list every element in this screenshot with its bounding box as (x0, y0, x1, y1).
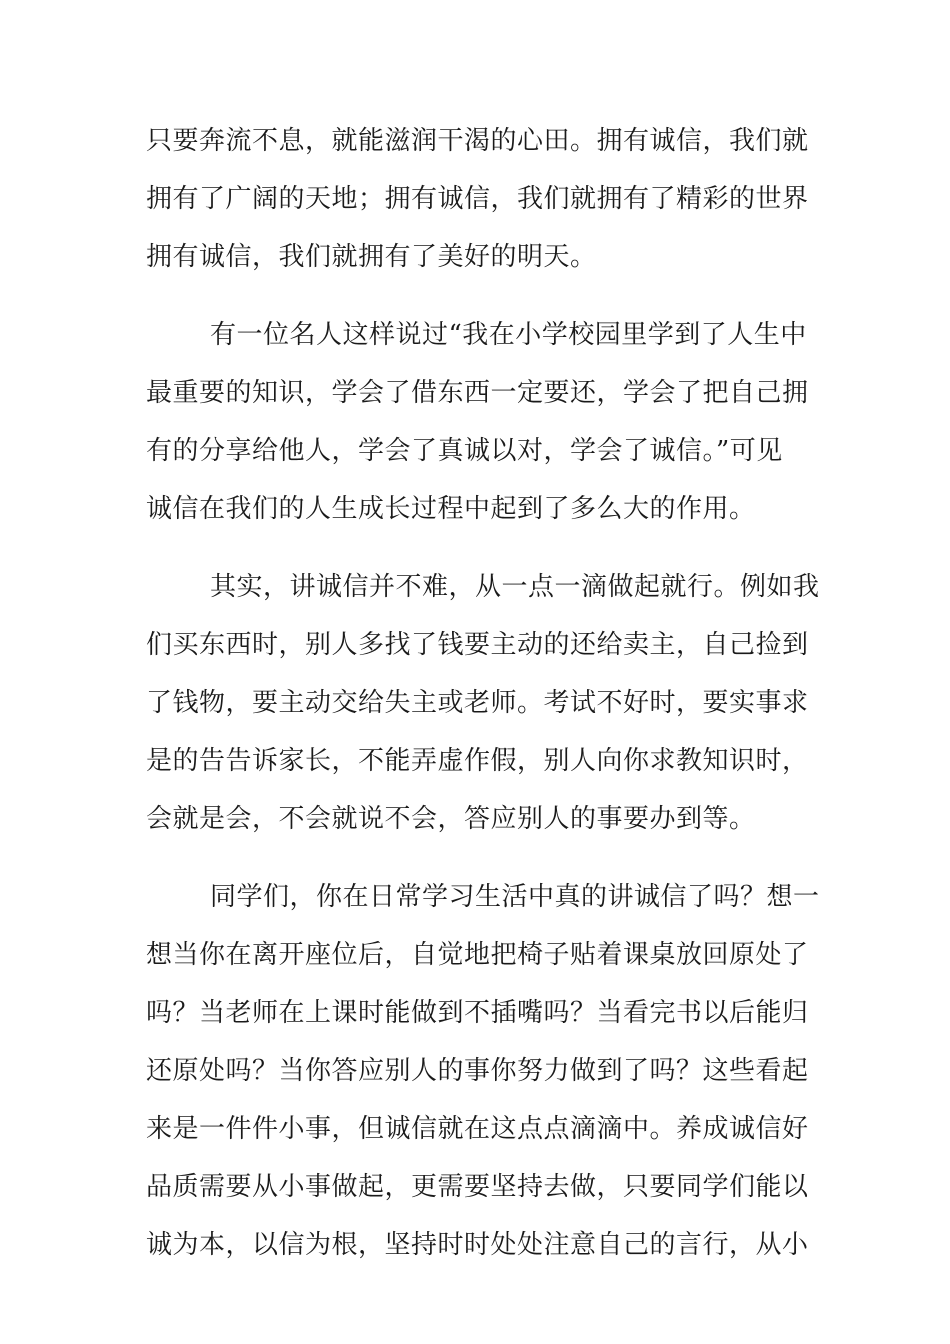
text-line: 有一位名人这样说过“我在小学校园里学到了人生中 (210, 320, 807, 350)
text-line: 诚信在我们的人生成长过程中起到了多么大的作用。 (146, 494, 756, 524)
text-line: 还原处吗？当你答应别人的事你努力做到了吗？这些看起 (146, 1056, 809, 1086)
text-line: 们买东西时，别人多找了钱要主动的还给卖主，自己捡到 (146, 630, 809, 660)
body-text (146, 112, 826, 1274)
text-line: 最重要的知识，学会了借东西一定要还，学会了把自己拥 (146, 378, 809, 408)
text-line: 同学们，你在日常学习生活中真的讲诚信了吗？想一 (210, 882, 820, 912)
paragraph-4 (146, 868, 826, 1274)
text-line: 诚为本，以信为根，坚持时时处处注意自己的言行，从小 (146, 1230, 809, 1260)
text-line: 来是一件件小事，但诚信就在这点点滴滴中。养成诚信好 (146, 1114, 809, 1144)
paragraph-1 (146, 112, 826, 286)
text-line: 只要奔流不息，就能滋润干渴的心田。拥有诚信，我们就 (146, 126, 809, 156)
text-line: 品质需要从小事做起，更需要坚持去做，只要同学们能以 (146, 1172, 809, 1202)
text-line: 吗？当老师在上课时能做到不插嘴吗？当看完书以后能归 (146, 998, 809, 1028)
text-line: 拥有了广阔的天地；拥有诚信，我们就拥有了精彩的世界 (146, 184, 809, 214)
paragraph-3 (146, 558, 826, 848)
text-line: 了钱物，要主动交给失主或老师。考试不好时，要实事求 (146, 688, 809, 718)
text-line: 想当你在离开座位后，自觉地把椅子贴着课桌放回原处了 (146, 940, 809, 970)
text-line: 会就是会，不会就说不会，答应别人的事要办到等。 (146, 804, 756, 834)
text-line: 有的分享给他人，学会了真诚以对，学会了诚信。”可见 (146, 436, 783, 466)
text-line: 拥有诚信，我们就拥有了美好的明天。 (146, 242, 597, 272)
text-line: 其实，讲诚信并不难，从一点一滴做起就行。例如我 (210, 572, 820, 602)
text-line: 是的告告诉家长，不能弄虚作假，别人向你求教知识时， (146, 746, 809, 776)
paragraph-2 (146, 306, 826, 538)
